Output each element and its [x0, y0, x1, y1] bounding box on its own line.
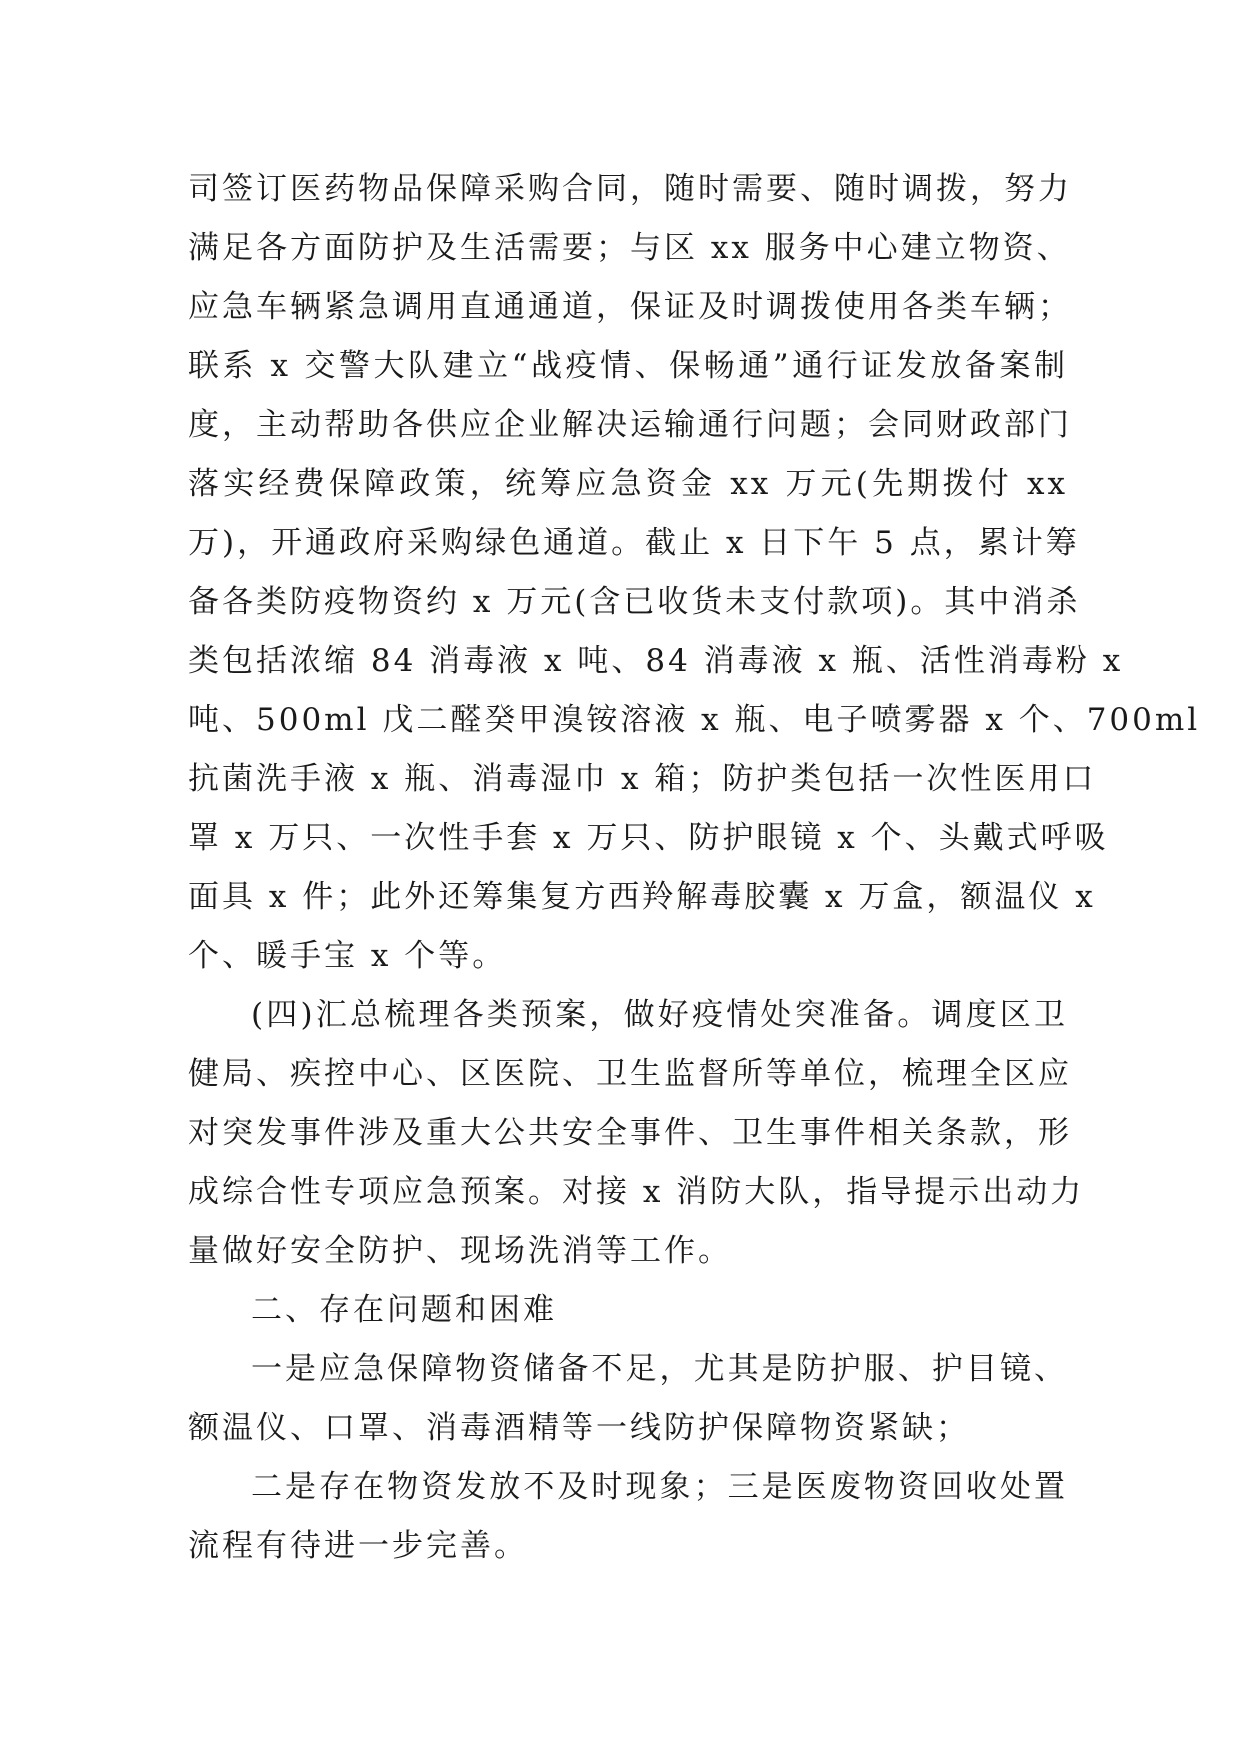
- text-line: 一是应急保障物资储备不足，尤其是防护服、护目镜、: [251, 1351, 1068, 1387]
- text-line: 个、暖手宝 x 个等。: [188, 938, 507, 974]
- section-heading-4: (四)汇总梳理各类预案，做好疫情处突准备。调度区卫: [251, 997, 1068, 1033]
- text-line: 罩 x 万只、一次性手套 x 万只、防护眼镜 x 个、头戴式呼吸: [188, 820, 1109, 856]
- text-line: 类包括浓缩 84 消毒液 x 吨、84 消毒液 x 瓶、活性消毒粉 x: [188, 643, 1124, 679]
- text-line: 联系 x 交警大队建立“战疫情、保畅通”通行证发放备案制: [188, 348, 1068, 384]
- text-line: 应急车辆紧急调用直通通道，保证及时调拨使用各类车辆；: [188, 289, 1072, 325]
- text-line: 万)，开通政府采购绿色通道。截止 x 日下午 5 点，累计筹: [188, 525, 1080, 561]
- text-line: 额温仪、口罩、消毒酒精等一线防护保障物资紧缺；: [188, 1410, 970, 1446]
- document-body: [188, 160, 1201, 1576]
- text-line: 量做好安全防护、现场洗消等工作。: [188, 1233, 732, 1269]
- text-line: 满足各方面防护及生活需要；与区 xx 服务中心建立物资、: [188, 230, 1071, 266]
- text-line: 吨、500ml 戊二醛癸甲溴铵溶液 x 瓶、电子喷雾器 x 个、700ml: [188, 702, 1201, 738]
- text-line: 面具 x 件；此外还筹集复方西羚解毒胶囊 x 万盒，额温仪 x: [188, 879, 1096, 915]
- section-heading-2: 二、存在问题和困难: [251, 1292, 557, 1328]
- text-line: 度，主动帮助各供应企业解决运输通行问题；会同财政部门: [188, 407, 1072, 443]
- text-line: 落实经费保障政策，统筹应急资金 xx 万元(先期拨付 xx: [188, 466, 1068, 502]
- text-line: 备各类防疫物资约 x 万元(含已收货未支付款项)。其中消杀: [188, 584, 1081, 620]
- text-line: 成综合性专项应急预案。对接 x 消防大队，指导提示出动力: [188, 1174, 1085, 1210]
- text-line: 对突发事件涉及重大公共安全事件、卫生事件相关条款，形: [188, 1115, 1072, 1151]
- text-line: 健局、疾控中心、区医院、卫生监督所等单位，梳理全区应: [188, 1056, 1072, 1092]
- text-line: 流程有待进一步完善。: [188, 1528, 528, 1564]
- text-line: 二是存在物资发放不及时现象；三是医废物资回收处置: [251, 1469, 1068, 1505]
- text-line: 司签订医药物品保障采购合同，随时需要、随时调拨，努力: [188, 171, 1072, 207]
- text-line: 抗菌洗手液 x 瓶、消毒湿巾 x 箱；防护类包括一次性医用口: [188, 761, 1097, 797]
